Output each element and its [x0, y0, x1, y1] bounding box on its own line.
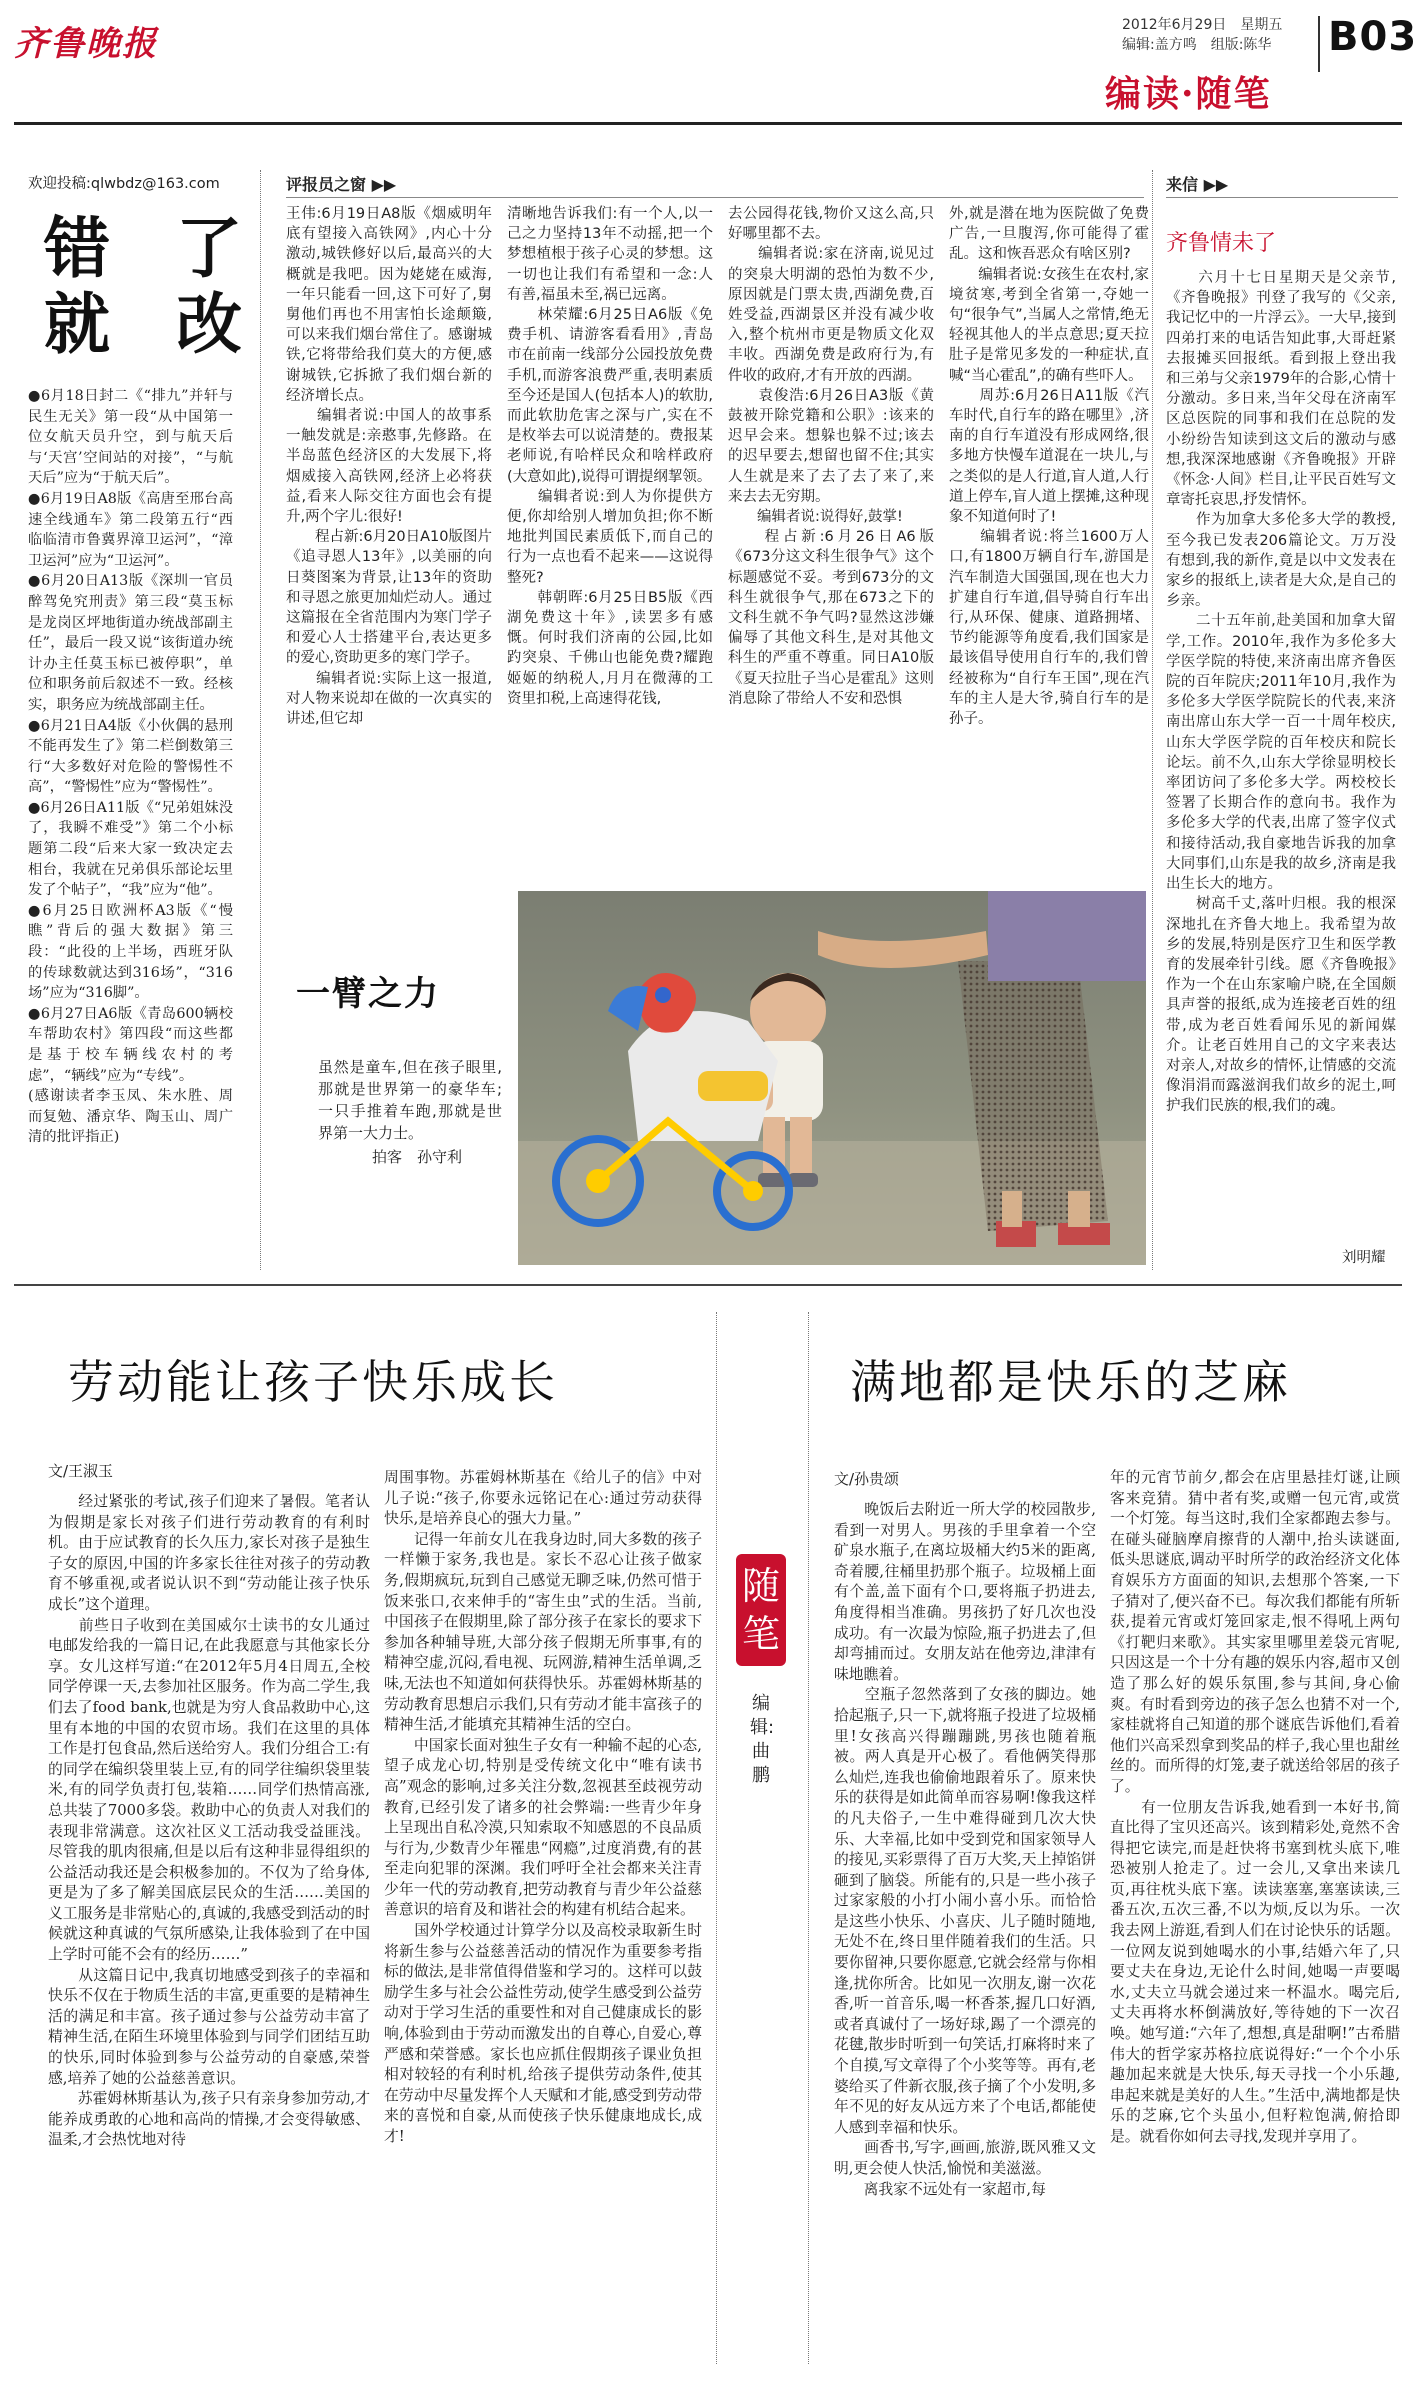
divider-right: [1152, 170, 1153, 1270]
essay1-author: 文/王淑玉: [48, 1462, 114, 1480]
page-number: B03: [1328, 14, 1417, 60]
divider-bottom-left: [716, 1312, 717, 2364]
letter-signature: 刘明耀: [1342, 1250, 1386, 1266]
divider-left: [260, 170, 261, 1270]
masthead-logo: 齐鲁晚报: [14, 24, 158, 64]
essay2-title: 满地都是快乐的芝麻: [850, 1355, 1291, 1409]
review-col-1: 王伟:6月19日A8版《烟威明年底有望接入高铁网》,内心十分激动,城铁修好以后,最高兴的大概就是我吧。因为姥姥在威海,一年只能看一回,这下可好了,舅舅他们再也不用害怕长途颠簸,可以来我们烟台常住了。感谢城铁,它将带给我们莫大的方便,感谢城铁,它拆掀了我们烟台新的经济增长点。 编辑者说:中国人的故事系一触发就是:亲憨事,先修路。在半岛蓝色经济区的大发展下,将烟威接入高铁网,经济上必将获益,看来人际交往方面也会有提升,两个字儿:很好! 程占新:6月20日A10版图片《追寻恩人13年》,以美丽的向日葵图案为背景,让13年的资助和寻恩之旅更加灿烂动人。通过这篇报在全省范围内为寒门学子和爱心人士搭建平台,表达更多的爱心,资助更多的寒门学子。 编辑者说:实际上这一报道,对人物来说却在做的一次真实的讲述,但它却: [286, 206, 492, 728]
essay1-col-1: 经过紧张的考试,孩子们迎来了暑假。笔者认为假期是家长对孩子们进行劳动教育的有利时机。由于应试教育的长久压力,家长对孩子是独生子女的原因,中国的许多家长往往对孩子的劳动教育不够重视,或者说认识不到“劳动能让孩子快乐成长”这个道理。 前些日子收到在美国威尔士读书的女儿通过电邮发给我的一篇日记,在此我愿意与其他家长分享。女儿这样写道:“在2012年5月4日周五,全校同学停课一天,去参加社区服务。作为高二学生,我们去了food bank,也就是为穷人食品救助中心,这里有本地的中国的农贸市场。我们在这里的具体工作是打包食品,然后送给穷人。我们分组合工:有的同学在编织袋里装上豆,有的同学往编织袋里装米,有的同学负责打包,装箱……同学们热情高涨,总共装了7000多袋。救助中心的负责人对我们的表现非常满意。这次社区义工活动我受益匪浅。尽管我的肌肉很痛,但是以后有这种非显得组织的公益活动我还是会积极参加的。不仅为了给身体,更是为了多了解美国底层民众的生活……美国的义工服务是非常贴心的,真诚的,我感受到活动的时候就这种真诚的气氛所感染,让我体验到了在中国上学时可能不会有的经历……” 从这篇日记中,我真切地感受到孩子的幸福和快乐不仅在于物质生活的丰富,更重要的是精神生活的满足和丰富。孩子通过参与公益劳动丰富了精神生活,在陌生环境里体验到与同学们团结互助的快乐,同时体验到参与公益劳动的自豪感,荣誉感,培养了她的公益慈善意识。 苏霍姆林斯基认为,孩子只有亲身参加劳动,才能养成勇敢的心地和高尚的情操,才会变得敏感、温柔,才会热忱地对待: [48, 1493, 370, 2149]
divider-bottom-right: [808, 1312, 809, 2364]
suibi-editor: 编辑:曲鹏: [750, 1693, 775, 1786]
photo-caption: 虽然是童车,但在孩子眼里,那就是世界第一的豪华车;一只手推着车跑,那就是世界第一大力士。: [318, 1058, 502, 1142]
review-col-4: 外,就是潜在地为医院做了免费广告,一旦腹泻,你可能得了霍乱。这和恢吾恶众有啥区别? 编辑者说:女孩生在农村,家境贫寒,考到全省第一,夺她一句“很争气”,当属人之常情,绝无轻视其他人的半点意思;夏天拉肚子是常见多发的一种症状,直喊“当心霍乱”,的确有些吓人。 周苏:6月26日A11版《汽车时代,自行车的路在哪里》,济南的自行车道没有形成网络,很多地方快慢车道混在一块儿,与之类似的是人行道,盲人道,人行道上停车,盲人道上摆摊,这种现象不知道何时了! 编辑者说:将兰1600万人口,有1800万辆自行车,游国是汽车制造大国强国,现在也大力扩建自行车道,倡导骑自行车出行,从环保、健康、道路拥堵、节约能源等角度看,我们国家是最该倡导使用自行车的,我们曾经被称为“自行车王国”,现在汽车的主人是大爷,骑自行车的是孙子。: [949, 206, 1149, 728]
correction-title-line1: 错 了: [44, 209, 242, 287]
letter-header: 来信 ▶▶: [1166, 175, 1229, 194]
letter-title: 齐鲁情未了: [1166, 231, 1277, 256]
essay1-col-2: 周围事物。苏霍姆林斯基在《给儿子的信》中对儿子说:“孩子,你要永远铭记在心:通过劳动获得快乐,是培养良心的强大力量。” 记得一年前女儿在我身边时,同大多数的孩子一样懒于家务,我也是。家长不忍心让孩子做家务,假期疯玩,玩到自己感觉无聊乏味,仍然可惜于饭来张口,衣来伸手的“寄生虫”式的生活。当前,中国孩子在假期里,除了部分孩子在家长的要求下参加各种辅导班,大部分孩子假期无所事事,有的精神空虚,沉闷,看电视、玩网游,精神生活单调,乏味,无法也不知道如何获得快乐。苏霍姆林斯基的劳动教育思想启示我们,只有劳动才能丰富孩子的精神生活,才能填充其精神生活的空白。 中国家长面对独生子女有一种输不起的心态,望子成龙心切,特别是受传统文化中“唯有读书高”观念的影响,过多关注分数,忽视甚至歧视劳动教育,已经引发了诸多的社会弊端:一些青少年身上呈现出自私冷漠,只知索取不知感恩的不良品质与行为,少数青少年罹患“网瘾”,过度消费,有的甚至走向犯罪的深渊。我们呼吁全社会都来关注青少年一代的劳动教育,把劳动教育与青少年公益慈善意识的培育及和谐社会的构建有机结合起来。 国外学校通过计算学分以及高校录取新生时将新生参与公益慈善活动的情况作为重要参考指标的做法,是非常值得借鉴和学习的。这样可以鼓励学生多与社会公益性劳动,使学生感受到公益劳动对于学习生活的重要性和对自己健康成长的影响,体验到由于劳动而激发出的自尊心,自爱心,尊严感和荣誉感。家长也应抓住假期孩子课业负担相对较轻的有利时机,给孩子提供劳动条件,使其在劳动中尽量发挥个人天赋和才能,感受到劳动带来的喜悦和自豪,从而使孩子快乐健康地成长,成才!: [384, 1469, 702, 2145]
essay2-author: 文/孙贵颂: [834, 1470, 900, 1488]
date-line: 2012年6月29日 星期五: [1122, 17, 1283, 33]
review-col-2: 清晰地告诉我们:有一个人,以一己之力坚持13年不动摇,把一个梦想植根于孩子心灵的梦想。这一切也让我们有希望和一念:人有善,福虽未至,祸已远离。 林荣耀:6月25日A6版《免费手机、请游客看看用》,青岛市在前南一线部分公园投放免费手机,而游客浪费严重,表明素质至今还是国人(包括本人)的软肋,而此软肋危害之深与广,实在不是枚举去可以说清楚的。费报某老师说,有哈样民众和啥样政府(大意如此),说得可谓提纲挈领。 编辑者说:到人为你提供方便,你却给别人增加负担;你不断地批判国民素质低下,而自己的行为一点也看不起来——这说得整死? 韩朝晖:6月25日B5版《西湖免费这十年》,读罢多有感慨。何时我们济南的公园,比如趵突泉、千佛山也能免费?耀跑姬姬的纳税人,月月在微薄的工资里扣税,上高速得花钱,: [507, 206, 713, 707]
suibi-tag-text: 随笔: [741, 1564, 780, 1656]
review-header: 评报员之窗 ▶▶: [286, 175, 397, 194]
photo-child-with-toy-car: [518, 891, 1146, 1265]
middle-rule: [14, 1284, 1402, 1286]
letter-body: 六月十七日星期天是父亲节,《齐鲁晚报》刊登了我写的《父亲,我记忆中的一片浮云》。一大早,接到四弟打来的电话告知此事,大哥赶紧去报摊买回报纸。看到报上登出我和三弟与父亲1979年的合影,心情十分激动。多日来,当年父母在济南军区总医院的同事和我们在总院的发小纷纷告知读到这文后的激动与感想,我深深地感谢《齐鲁晚报》开辟《怀念·人间》栏目,让平民百姓写文章寄托哀思,抒发情怀。 作为加拿大多伦多大学的教授,至今我已发表206篇论文。万万没有想到,我的新作,竟是以中文发表在家乡的报纸上,读者是大众,是自己的乡亲。 二十五年前,赴美国和加拿大留学,工作。2010年,我作为多伦多大学医学院的特使,来济南出席齐鲁医院的百年院庆;2011年10月,我作为多伦多大学医学院院长的代表,来济南出席山东大学一百一十周年校庆,山东大学医学院的百年校庆和院长论坛。前不久,山东大学徐显明校长率团访问了多伦多大学。两校校长签署了长期合作的意向书。我作为多伦多大学的代表,出席了签字仪式和接待活动,我自豪地告诉我的加拿大同事们,山东是我的故乡,济南是我出生长大的地方。 树高千丈,落叶归根。我的根深深地扎在齐鲁大地上。我希望为故乡的发展,特别是医疗卫生和医学教育的发展牵针引线。愿《齐鲁晚报》作为一个在山东家喻户晓,在全国颇具声誉的报纸,成为连接老百姓的纽带,成为老百姓看闻乐见的新闻媒介。让老百姓用自己的文字来表达对亲人,对故乡的情怀,让情感的交流像涓涓而露滋润我们故乡的泥土,呵护我们民族的根,我们的魂。: [1166, 270, 1396, 1115]
header-divider: [1318, 16, 1320, 72]
essay2-col-1: 晚饭后去附近一所大学的校园散步,看到一对男人。男孩的手里拿着一个空矿泉水瓶子,在离垃圾桶大约5米的距离,奇着腰,往桶里扔那个瓶子。垃圾桶上面有个盖,盖下面有个口,要将瓶子扔进去,角度得相当准确。男孩扔了好几次也没成功。有一次最为惊险,瓶子扔进去了,但却弯捕而过。女朋友站在他旁边,津津有味地瞧着。 空瓶子忽然落到了女孩的脚边。她拾起瓶子,只一下,就将瓶子投进了垃圾桶里!女孩高兴得蹦蹦跳,男孩也随着瓶被。两人真是开心极了。看他俩笑得那么灿烂,连我也偷偷地跟着乐了。原来快乐的获得是如此简单而容易啊!像我这样的凡夫俗子,一生中难得碰到几次大快乐、大幸福,比如中受到党和国家领导人的接见,买彩票得了百万大奖,天上掉馅饼砸到了脑袋。所能有的,只是一些小孩子过家家般的小打小闹小喜小乐。而恰恰是这些小快乐、小喜庆、儿子随时随地,无处不在,终日里伴随着我们的生活。只要你留神,只要你愿意,它就会经常与你相逢,扰你所舍。比如见一次朋友,谢一次花香,听一首音乐,喝一杯香茶,握几口好酒,或者真诚付了一场好球,踢了一个漂亮的花毽,散步时听到一句笑话,打麻将时来了个自摸,写文章得了个小奖等等。再有,老婆给买了件新衣服,孩子摘了个小发明,多年不见的好友从远方来了个电话,都能使人感到幸福和快乐。 画香书,写字,画画,旅游,既风雅又文明,更会使人快活,愉悦和美滋滋。 离我家不远处有一家超市,每: [834, 1501, 1096, 2198]
photo-credit: 拍客 孙守利: [372, 1148, 463, 1166]
corrections-list: ●6月18日封二《“排九”并轩与民生无关》第一段“从中国第一位女航天员升空，到与航天后与‘天宫’空间站的对接”，“与航天后”应为“于航天后”。 ●6月19日A8版《高唐至邢台高速全线通车》第二段第五行“西临临清市鲁冀界漳卫运河”，“漳卫运河”应为“卫运河”。 ●6月20日A13版《深圳一官员醉驾免究刑责》第三段“莫玉标是龙岗区坪地街道办统战部副主任”，最后一段又说“该街道办统计办主任莫玉标已被停职”，单位和职务前后叙述不一致。经核实，职务应为统战部副主任。 ●6月21日A4版《小伙偶的悬刑不能再发生了》第二栏倒数第三行“大多数好对危险的警惕性不高”，“警惕性”应为“警惕性”。 ●6月26日A11版《“兄弟姐妹没了，我瞬不难受”》第二个小标题第二段“后来大家一致决定去相台，我就在兄弟俱乐部论坛里发了个帖子”，“我”应为“他”。 ●6月25日欧洲杯A3版《“慢瞧”背后的强大数据》第三段：“此役的上半场，西班牙队的传球数就达到316场”，“316场”应为“316脚”。 ●6月27日A6版《青岛600辆校车帮助农村》第四段“而这些都是基于校车辆线农村的考虑”，“辆线”应为“专线”。 (感谢读者李玉凤、朱水胜、周而复勉、潘京华、陶玉山、周广清的批评指正): [28, 388, 233, 1146]
photo-title: 一臂之力: [296, 974, 440, 1014]
section-title: 编读·随笔: [1105, 73, 1272, 115]
contribute-email: 欢迎投稿:qlwbdz@163.com: [28, 176, 220, 192]
editor-line: 编辑:盖方鸣 组版:陈华: [1122, 37, 1272, 53]
letter-header-rule: [1166, 197, 1398, 198]
essay1-title: 劳动能让孩子快乐成长: [68, 1355, 558, 1409]
header-rule: [14, 122, 1402, 125]
review-col-3: 去公园得花钱,物价又这么高,只好哪里都不去。 编辑者说:家在济南,说见过的突泉大明湖的恐怕为数不少,原因就是门票太贵,西湖免费,百姓受益,西湖景区并没有减少收入,整个杭州市更是物质文化双丰收。西湖免费是政府行为,有件收的政府,才有开放的西湖。 袁俊浩:6月26日A3版《黄鼓被开除党籍和公职》:该来的迟早会来。想躲也躲不过;该去的迟早要去,想留也留不住;其实人生就是来了去了去了来了,来来去去无穷期。 编辑者说:说得好,鼓掌! 程占新:6月26日A6版《673分这文科生很争气》这个标题感觉不妥。考到673分的文科生就很争气,那在673之下的文科生就不争气吗?显然这涉嫌偏辱了其他文科生,是对其他文科生的严重不尊重。同日A10版《夏天拉肚子当心是霍乱》这则消息除了带给人不安和恐惧: [728, 206, 934, 707]
review-header-rule: [286, 197, 1144, 198]
correction-title-line2: 就 改: [44, 285, 242, 363]
essay2-col-2: 年的元宵节前夕,都会在店里悬挂灯谜,让顾客来竞猜。猜中者有奖,或赠一包元宵,或赏一个灯笼。每当这时,我们全家都跑去参与。在碰头碰脑摩肩擦背的人潮中,抬头读谜面,低头思谜底,调动平时所学的政治经济文化体育娱乐方方面面的知识,去想那个答案,一下子猜对了,便兴奋不已。每次我们都能有所斩获,提着元宵或灯笼回家走,恨不得吼上两句《打靶归来歌》。其实家里哪里差袋元宵呢,只因这是一个十分有趣的娱乐内容,超市又创造了那么好的娱乐氛围,参与其间,身心偷爽。有时看到旁边的孩子怎么也猜不对一个,家桂就将自己知道的那个谜底告诉他们,看着他们兴高采烈拿到奖品的样子,我心里也甜丝丝的。而所得的灯笼,妻子就送给邻居的孩子了。 有一位朋友告诉我,她看到一本好书,简直比得了宝贝还高兴。该到精彩处,竟然不舍得把它读完,而是赶快将书塞到枕头底下,唯恐被别人抢走了。过一会儿,又拿出来读几页,再往枕头底下塞。读读塞塞,塞塞读读,三番五次,五次三番,不以为烦,反以为乐。一次我去网上游逛,看到人们在讨论快乐的话题。一位网友说到她喝水的小事,结婚六年了,只要丈夫在身边,无论什么时间,她喝一声要喝水,丈夫立马就会递过来一杯温水。喝完后,丈夫再将水杯倒满放好,等待她的下一次召唤。她写道:“六年了,想想,真是甜啊!”古希腊伟大的哲学家苏格拉底说得好:“一个个小乐趣加起来就是大快乐,每天寻找一个小乐趣,串起来就是美好的人生。”生活中,满地都是快乐的芝麻,它个头虽小,但籽粒饱满,俯拾即是。就看你如何去寻找,发现并享用了。: [1110, 1469, 1400, 2145]
